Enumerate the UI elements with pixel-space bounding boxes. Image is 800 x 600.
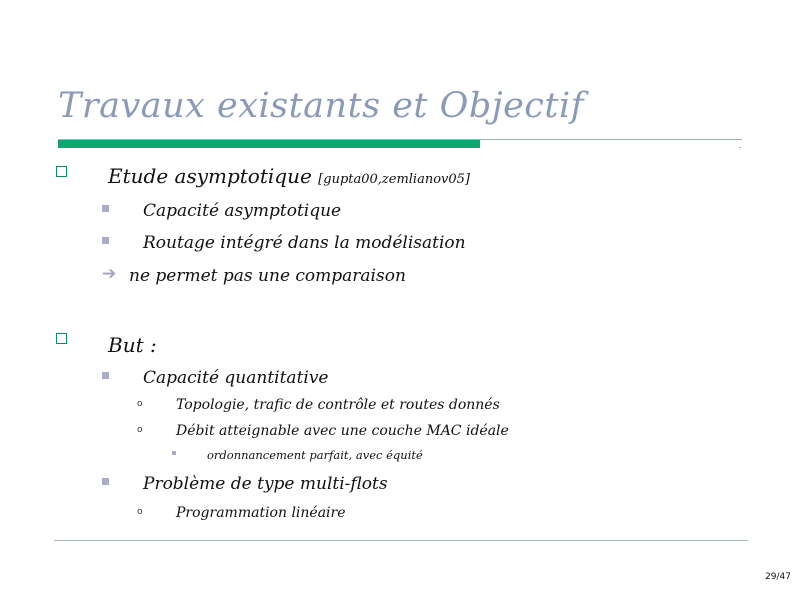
bullet-small-square-icon: [172, 451, 176, 455]
bullet-ring-icon: o: [137, 425, 143, 435]
bullet-square-icon: [102, 205, 109, 212]
sub-sub-list-item: ordonnancement parfait, avec équité: [207, 448, 423, 462]
section-heading-but: But :: [108, 333, 157, 357]
citation: [gupta00,zemlianov05]: [318, 172, 471, 187]
bullet-square-icon: [102, 237, 109, 244]
title-underline-end: [739, 147, 741, 148]
conclusion-text: ne permet pas une comparaison: [129, 266, 406, 286]
page-number: 29/47: [765, 572, 791, 582]
footer-divider: [54, 540, 748, 541]
arrow-right-icon: ➔: [102, 264, 117, 284]
sub-list-item: Topologie, trafic de contrôle et routes donnés: [176, 397, 500, 413]
bullet-square-outline-icon: [56, 333, 67, 344]
bullet-ring-icon: o: [137, 399, 143, 409]
title-accent-bar: [58, 140, 480, 148]
list-item: Routage intégré dans la modélisation: [143, 233, 466, 253]
slide-title: Travaux existants et Objectif: [58, 86, 585, 126]
list-item: Capacité asymptotique: [143, 201, 342, 221]
sub-list-item: Débit atteignable avec une couche MAC idéale: [176, 423, 509, 439]
section-heading-etude: [108, 164, 470, 188]
bullet-square-icon: [102, 372, 109, 379]
list-item: Capacité quantitative: [143, 368, 329, 388]
list-item: Problème de type multi-flots: [143, 474, 388, 494]
bullet-ring-icon: o: [137, 507, 143, 517]
sub-list-item: Programmation linéaire: [176, 505, 346, 521]
bullet-square-outline-icon: [56, 166, 67, 177]
section-heading-text: Etude asymptotique: [108, 164, 312, 188]
bullet-square-icon: [102, 478, 109, 485]
